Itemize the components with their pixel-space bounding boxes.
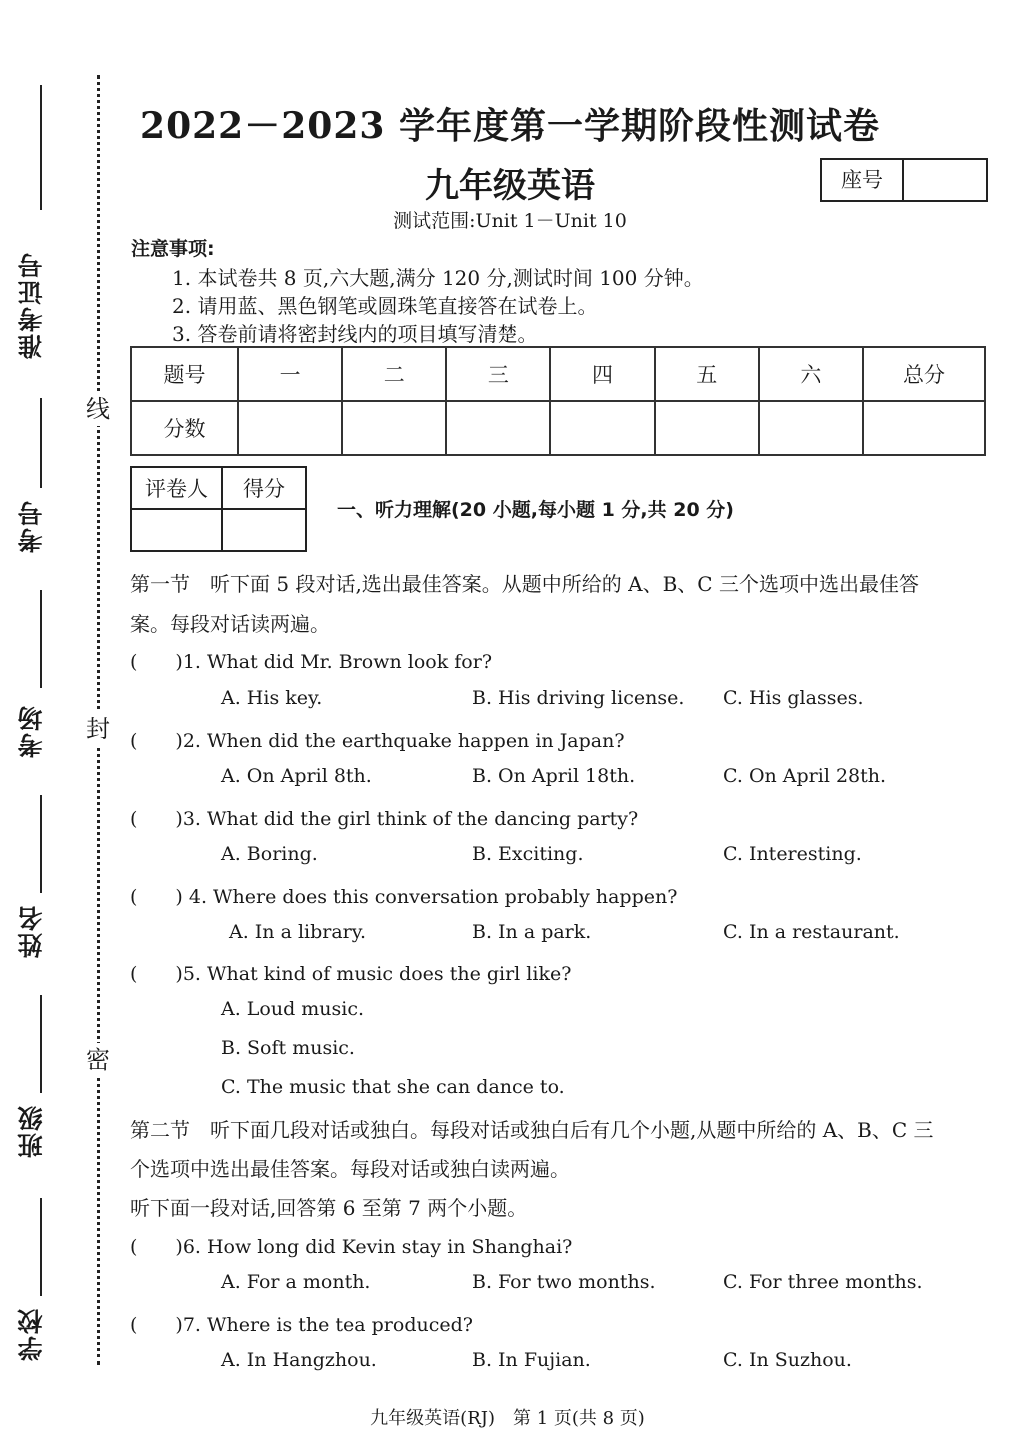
part1-instructions-cont: 案。每段对话读两遍。 bbox=[130, 612, 330, 636]
side-field-exam-number: 考号 bbox=[17, 499, 46, 553]
score-cell[interactable] bbox=[655, 401, 759, 455]
question-option: B. Soft music. bbox=[221, 1037, 355, 1059]
question-option: B. His driving license. bbox=[472, 687, 685, 709]
question-option: B. On April 18th. bbox=[472, 765, 636, 787]
exam-title: 2022－2023 学年度第一学期阶段性测试卷 bbox=[140, 105, 880, 147]
exam-id-line bbox=[40, 85, 42, 210]
score-row2-header: 分数 bbox=[131, 401, 238, 455]
question-option: A. In a library. bbox=[229, 921, 367, 943]
question-stem: ( )5. What kind of music does the girl like? bbox=[130, 963, 572, 985]
seat-label: 座号 bbox=[822, 160, 904, 200]
score-cell[interactable] bbox=[550, 401, 654, 455]
question-option: A. His key. bbox=[221, 687, 323, 709]
seal-char-line: 线 bbox=[82, 392, 114, 426]
note-item: 1. 本试卷共 8 页,六大题,满分 120 分,测试时间 100 分钟。 bbox=[172, 266, 704, 290]
question-option: C. In Suzhou. bbox=[723, 1349, 852, 1371]
question-option: C. For three months. bbox=[723, 1271, 923, 1293]
side-field-exam-id: 准考证号 bbox=[17, 251, 46, 359]
side-field-school: 学校 bbox=[17, 1307, 46, 1361]
question-option: B. For two months. bbox=[472, 1271, 656, 1293]
seat-number-field[interactable] bbox=[904, 160, 986, 200]
question-stem: ( ) 4. Where does this conversation probably happen? bbox=[130, 886, 678, 908]
question-option: B. Exciting. bbox=[472, 843, 584, 865]
question-option: B. In a park. bbox=[472, 921, 592, 943]
score-cell[interactable] bbox=[238, 401, 342, 455]
exam-number-line bbox=[40, 398, 42, 488]
question-option: C. His glasses. bbox=[723, 687, 864, 709]
side-field-name: 姓名 bbox=[17, 904, 46, 958]
part1-instructions: 第一节 听下面 5 段对话,选出最佳答案。从题中所给的 A、B、C 三个选项中选出最佳答 bbox=[130, 572, 919, 596]
question-option: C. Interesting. bbox=[723, 843, 862, 865]
score-col-header: 一 bbox=[238, 347, 342, 401]
question-option: C. In a restaurant. bbox=[723, 921, 900, 943]
question-stem: ( )6. How long did Kevin stay in Shanghai? bbox=[130, 1236, 573, 1258]
question-option: B. In Fujian. bbox=[472, 1349, 591, 1371]
side-field-class: 班级 bbox=[17, 1104, 46, 1158]
score-col-header: 总分 bbox=[863, 347, 985, 401]
score-col-header: 五 bbox=[655, 347, 759, 401]
seal-char-secret: 密 bbox=[82, 1043, 114, 1077]
name-line bbox=[40, 795, 42, 893]
side-field-exam-room: 考场 bbox=[17, 704, 46, 758]
question-stem: ( )3. What did the girl think of the dancing party? bbox=[130, 808, 639, 830]
score-table-header-row bbox=[131, 347, 985, 401]
score-table-score-row bbox=[131, 401, 985, 455]
grader-table bbox=[130, 466, 307, 552]
score-col-header: 三 bbox=[446, 347, 550, 401]
score-col-header: 六 bbox=[759, 347, 863, 401]
question-option: A. Loud music. bbox=[221, 998, 365, 1020]
exam-room-line bbox=[40, 590, 42, 688]
seal-char-seal: 封 bbox=[82, 712, 114, 746]
score-col-header: 二 bbox=[342, 347, 446, 401]
score-cell[interactable] bbox=[863, 401, 985, 455]
score-cell[interactable] bbox=[759, 401, 863, 455]
question-option: C. The music that she can dance to. bbox=[221, 1076, 565, 1098]
question-stem: ( )2. When did the earthquake happen in Japan? bbox=[130, 730, 625, 752]
note-item: 2. 请用蓝、黑色钢笔或圆珠笔直接答在试卷上。 bbox=[172, 294, 598, 318]
question-option: A. On April 8th. bbox=[221, 765, 372, 787]
grader-score-header: 得分 bbox=[222, 467, 306, 509]
class-line bbox=[40, 995, 42, 1093]
question-stem: ( )7. Where is the tea produced? bbox=[130, 1314, 473, 1336]
question-option: A. For a month. bbox=[221, 1271, 371, 1293]
question-stem: ( )1. What did Mr. Brown look for? bbox=[130, 651, 493, 673]
part2-instructions: 第二节 听下面几段对话或独白。每段对话或独白后有几个小题,从题中所给的 A、B、C 三 bbox=[130, 1118, 934, 1142]
test-scope: 测试范围:Unit 1－Unit 10 bbox=[393, 210, 627, 232]
question-option: A. Boring. bbox=[221, 843, 318, 865]
grader-cell[interactable] bbox=[131, 509, 222, 551]
score-row1-header: 题号 bbox=[131, 347, 238, 401]
page-footer: 九年级英语(RJ) 第 1 页(共 8 页) bbox=[370, 1408, 645, 1429]
score-cell[interactable] bbox=[446, 401, 550, 455]
score-cell[interactable] bbox=[342, 401, 446, 455]
question-option: A. In Hangzhou. bbox=[221, 1349, 377, 1371]
question-option: C. On April 28th. bbox=[723, 765, 887, 787]
grader-score-cell[interactable] bbox=[222, 509, 306, 551]
school-line bbox=[40, 1198, 42, 1296]
seat-number-box[interactable] bbox=[820, 158, 988, 202]
part2-instructions-cont: 个选项中选出最佳答案。每段对话或独白读两遍。 bbox=[130, 1157, 570, 1181]
grader-header: 评卷人 bbox=[131, 467, 222, 509]
part2-listening-instruction: 听下面一段对话,回答第 6 至第 7 两个小题。 bbox=[130, 1196, 528, 1220]
notes-heading: 注意事项: bbox=[131, 238, 215, 260]
note-item: 3. 答卷前请将密封线内的项目填写清楚。 bbox=[172, 322, 538, 346]
subject-title: 九年级英语 bbox=[425, 166, 595, 206]
score-table bbox=[130, 346, 986, 456]
section-title: 一、听力理解(20 小题,每小题 1 分,共 20 分) bbox=[337, 499, 734, 521]
score-col-header: 四 bbox=[550, 347, 654, 401]
